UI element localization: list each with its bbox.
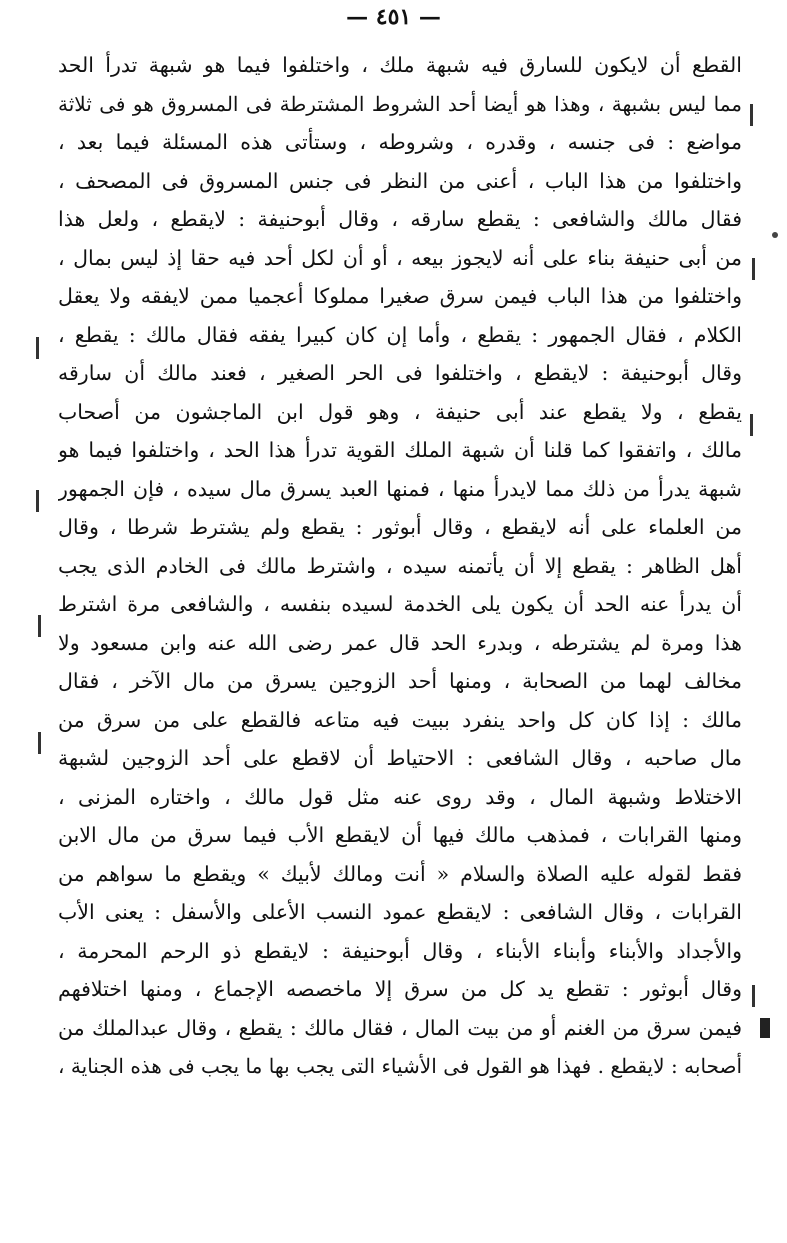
page-number: — ٤٥١ —: [346, 4, 441, 30]
margin-block-mark: [760, 1018, 770, 1038]
text-line: أن يدرأ عنه الحد أن يكون يلى الخدمة لسيده بنفسه ، والشافعى مرة اشترط: [58, 592, 742, 616]
text-line: من العلماء على أنه لايقطع ، وقال أبوثور : يقطع ولم يشترط شرطا ، وقال: [58, 515, 742, 539]
text-line: القرابات ، وقال الشافعى : لايقطع عمود النسب الأعلى والأسفل : يعنى الأب: [58, 900, 742, 924]
text-line: مخالف لهما من الصحابة ، ومنها أحد الزوجين يسرق من مال الآخر ، فقال: [58, 669, 742, 693]
text-line: فيمن سرق من الغنم أو من بيت المال ، فقال مالك : يقطع ، وقال عبدالملك من: [58, 1015, 742, 1040]
text-line: والأجداد والأبناء وأبناء الأبناء ، وقال أبوحنيفة : لايقطع ذو الرحم المحرمة ،: [58, 938, 742, 963]
text-line: هذا ومرة لم يشترطه ، وبدرء الحد قال عمر رضى الله عنه وابن مسعود ولا: [58, 630, 742, 655]
text-line: أهل الظاهر : يقطع إلا أن يأتمنه سيده ، واشترط مالك فى الخادم الذى يجب: [58, 553, 742, 578]
margin-bracket-mark: [38, 615, 41, 637]
margin-bracket-mark: [36, 490, 39, 512]
text-line: مواضع : فى جنسه ، وقدره ، وشروطه ، وستأتى هذه المسئلة فيما بعد ،: [58, 130, 742, 154]
text-line: واختلفوا من هذا الباب فيمن سرق صغيرا مملوكا أعجميا ممن لايفقه ولا يعقل: [58, 284, 742, 308]
text-line: أصحابه : لايقطع . فهذا هو القول فى الأشياء التى يجب بها ما يجب فى هذه الجناية ،: [58, 1054, 742, 1078]
margin-bracket-mark: [36, 337, 39, 359]
text-line: شبهة يدرأ من ذلك مما لايدرأ منها ، فمنها العبد يسرق مال سيده ، فإن الجمهور: [58, 476, 742, 501]
text-line: القطع أن لايكون للسارق فيه شبهة ملك ، واختلفوا فيما هو شبهة تدرأ الحد: [58, 53, 742, 77]
text-line: فقال مالك والشافعى : يقطع سارقه ، وقال أبوحنيفة : لايقطع ، ولعل هذا: [58, 207, 742, 231]
text-line: فقط لقوله عليه الصلاة والسلام « أنت ومالك لأبيك » ويقطع ما سواهم من: [58, 861, 742, 886]
margin-bracket-mark: [752, 258, 755, 280]
text-line: الكلام ، فقال الجمهور : يقطع ، وأما إن كان كبيرا يفقه فقال مالك : يقطع ،: [58, 322, 742, 347]
margin-bracket-mark: [752, 985, 755, 1007]
text-line: وقال أبوحنيفة : لايقطع ، واختلفوا فى الحر الصغير ، فعند مالك أن سارقه: [58, 361, 742, 385]
text-line: واختلفوا من هذا الباب ، أعنى من النظر فى جنس المسروق فى المصحف ،: [58, 168, 742, 193]
margin-bracket-mark: [750, 104, 753, 126]
text-line: يقطع ، ولا يقطع عند أبى حنيفة ، وهو قول ابن الماجشون من أصحاب: [58, 399, 742, 424]
text-line: مالك : إذا كان كل واحد ينفرد ببيت فيه متاعه فالقطع على من سرق من: [58, 707, 742, 732]
text-line: الاختلاط وشبهة المال ، وقد روى عنه مثل قول مالك ، واختاره المزنى ،: [58, 784, 742, 809]
text-line: وقال أبوثور : تقطع يد كل من سرق إلا ماخصصه الإجماع ، ومنها اختلافهم: [58, 977, 742, 1001]
margin-bracket-mark: [750, 414, 753, 436]
body-text: [58, 46, 742, 1086]
text-line: مالك ، واتفقوا كما قلنا أن شبهة الملك القوية تدرأ هذا الحد ، واختلفوا فيما هو: [58, 438, 742, 462]
margin-dot-mark: [772, 232, 778, 238]
text-line: ومنها القرابات ، فمذهب مالك فيها أن لايقطع الأب فيما سرق من مال الابن: [58, 823, 742, 847]
text-line: مما ليس بشبهة ، وهذا هو أيضا أحد الشروط المشترطة فى المسروق هو فى ثلاثة: [58, 91, 742, 116]
text-line: من أبى حنيفة بناء على أنه لايجوز بيعه ، أو أن لكل أحد فيه حقا إذ ليس بمال ،: [58, 245, 742, 270]
margin-bracket-mark: [38, 732, 41, 754]
text-line: مال صاحبه ، وقال الشافعى : الاحتياط أن لاقطع على أحد الزوجين لشبهة: [58, 746, 742, 770]
